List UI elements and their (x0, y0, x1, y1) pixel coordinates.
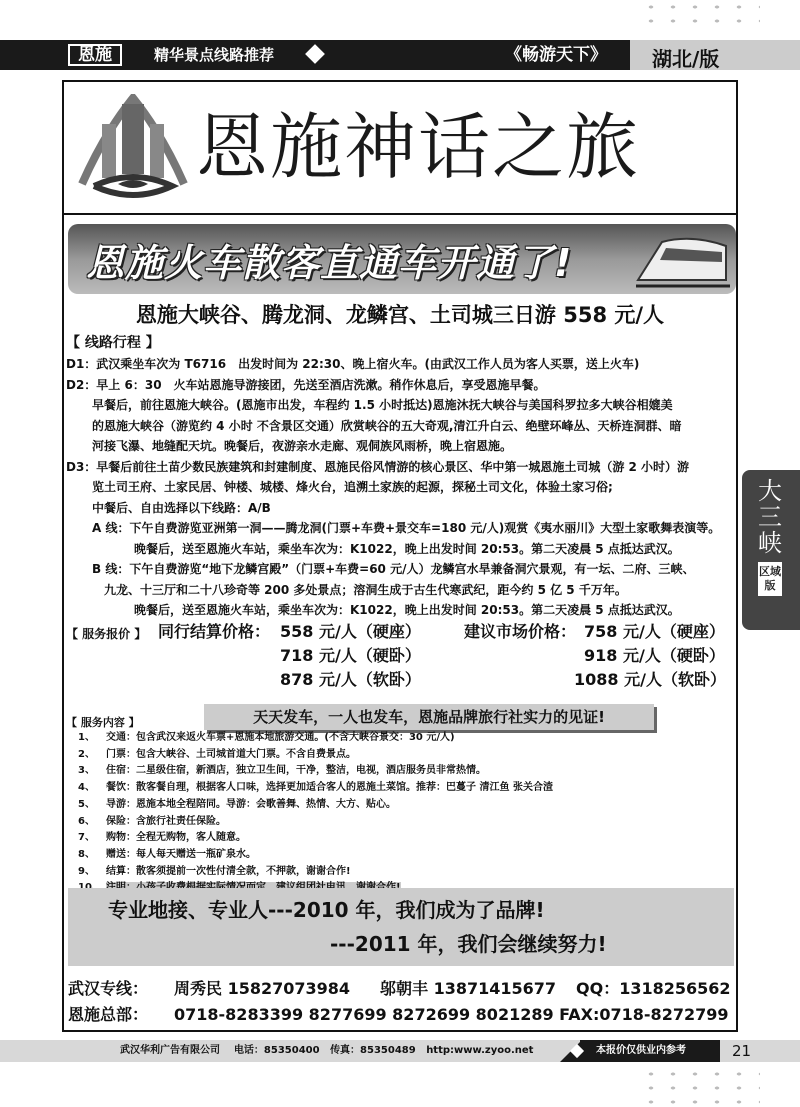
mountain-swirl-logo-icon (74, 94, 192, 202)
services-list (78, 730, 734, 897)
wuhan-label: 武汉专线： (68, 979, 149, 998)
section-title: 精华景点线路推荐 (154, 46, 275, 64)
itinerary-line: D2：早上 6：30 火车站恩施导游接团，先送至酒店洗漱。稍作休息后，享受恩施早餐。 (66, 377, 546, 392)
brand-line-1: 专业地接、专业人---2010 年，我们成为了品牌! (108, 898, 545, 922)
peer-price: 558 元/人（硬座） (280, 622, 421, 641)
itinerary-line: 晚餐后，送至恩施火车站，乘坐车次为：K1022，晚上出发时间 20:53。第二天凌晨 5 点抵达武汉。 (134, 541, 680, 556)
wuhan-contact-row (68, 976, 734, 1002)
enshi-label: 恩施总部： (68, 1005, 149, 1024)
footer-info (120, 1042, 533, 1060)
service-item: 3、 住宿：二星级住宿，新酒店，独立卫生间，干净，整洁，电视，酒店服务员非常热情。 (78, 765, 486, 777)
itinerary-heading: 【 线路行程 】 (66, 335, 160, 351)
top-logo: 恩施 (68, 44, 122, 66)
itinerary-line: 的恩施大峡谷（游览约 4 小时 不含景区交通）欣赏峡谷的五大奇观,清江升白云、绝壁环峰丛、天桥连洞群、暗 (92, 418, 682, 433)
main-title: 恩施神话之旅 (196, 105, 641, 189)
service-item: 1、 交通：包含武汉来返火车票+恩施本地旅游交通。(不含大峡谷景交：30 元/人) (78, 732, 455, 743)
contacts-section (68, 976, 734, 1028)
decorative-dots-top (640, 0, 760, 30)
footer-website[interactable]: http:www.zyoo.net (426, 1045, 534, 1056)
service-item: 2、 门票：包含大峡谷、土司城首道大门票。不含自费景点。 (78, 748, 356, 760)
train-icon (632, 224, 732, 294)
pricing-section (64, 620, 736, 696)
itinerary-line: 河接飞瀑、地缝配天坑。晚餐后，夜游亲水走廊、观侗族风雨桥，晚上宿恩施。 (92, 439, 513, 453)
banner-text: 恩施火车散客直通车开通了! (86, 241, 573, 285)
decorative-dots-bottom (640, 1067, 760, 1107)
side-tab-subtitle: 区域版 (758, 562, 782, 596)
edition-label: 湖北/版 (652, 47, 720, 71)
itinerary-body (66, 354, 736, 621)
footer-phone: 电话：85350400 (233, 1045, 320, 1056)
qq-number: QQ：1318256562 (576, 979, 731, 998)
ad-header (64, 82, 736, 215)
market-price: 1088 元/人（软卧） (574, 670, 726, 689)
peer-price: 718 元/人（硬卧） (280, 646, 421, 665)
advertisement-frame (62, 80, 738, 1032)
footer-fax: 传真：85350489 (330, 1045, 416, 1056)
itinerary-line: 晚餐后，送至恩施火车站，乘坐车次为：K1022，晚上出发时间 20:53。第二天凌晨 5 点抵达武汉。 (134, 603, 680, 617)
enshi-contact-row (68, 1002, 734, 1028)
market-price-label: 建议市场价格： (464, 622, 577, 641)
itinerary-line: D3：早餐后前往土苗少数民族建筑和封建制度、恩施民俗风情游的核心景区、华中第一城恩施土司城（游 2 小时）游 (66, 459, 690, 474)
itinerary-line: A 线：下午自费游览亚洲第一洞——腾龙洞(门票+车费+景交车=180 元/人)观赏《夷水丽川》大型土家歌舞表演等。 (92, 521, 721, 535)
service-item: 4、 餐饮：散客餐自理，根据客人口味，选择更加适合客人的恩施土菜馆。推荐：巴蔓子 清江鱼 张关合渣 (78, 782, 553, 794)
brand-line-2: ---2011 年，我们会继续努力! (330, 932, 607, 956)
peer-price-label: 同行结算价格： (158, 622, 271, 641)
footer-note: 本报价仅供业内参考 (596, 1045, 686, 1056)
itinerary-line: D1：武汉乘坐车次为 T6716 出发时间为 22:30、晚上宿火车。(由武汉工作人员为客人买票，送上火车) (66, 357, 640, 371)
itinerary-line: 览土司王府、土家民居、钟楼、城楼、烽火台，追溯土家族的起源，探秘土司文化，体验土家习俗; (92, 480, 613, 494)
wuhan-contact-2: 邬朝丰 13871415677 (380, 979, 557, 998)
enshi-phones: 0718-8283399 8277699 8272699 8021289 FAX:0718-8272799 (174, 1005, 729, 1024)
market-price: 758 元/人（硬座） (584, 622, 725, 641)
brand-statement-box (68, 888, 734, 966)
side-tab-title: 大三峡 (758, 477, 782, 557)
footer-company: 武汉华利广告有限公司 (120, 1045, 220, 1056)
promo-banner (68, 224, 736, 294)
pricing-label: 【 服务报价 】 (66, 627, 147, 641)
service-item: 5、 导游：恩施本地全程陪同。导游：会歌善舞、热情、大方、贴心。 (78, 798, 396, 810)
itinerary-line: 中餐后、自由选择以下线路：A/B (92, 500, 271, 515)
itinerary-line: 九龙、十三厅和二十八珍奇等 200 多处景点；溶洞生成于古生代寒武纪，距今约 5 亿 5 千万年。 (104, 582, 627, 597)
region-side-tab (742, 470, 800, 630)
service-item: 8、 赠送：每人每天赠送一瓶矿泉水。 (78, 848, 256, 860)
page-number: 21 (732, 1042, 752, 1060)
tour-headline: 恩施大峡谷、腾龙洞、龙鳞宫、土司城三日游 558 元/人 (135, 303, 665, 327)
itinerary-line: 早餐后，前往恩施大峡谷。(恩施市出发，车程约 1.5 小时抵达)恩施沐抚大峡谷与美国科罗拉多大峡谷相媲美 (92, 398, 673, 412)
edition-tab (630, 40, 800, 70)
service-item: 7、 购物：全程无购物，客人随意。 (78, 832, 246, 844)
service-item: 9、 结算：散客须提前一次性付清全款，不押款，谢谢合作! (78, 865, 351, 877)
services-heading: 【 服务内容 】 (66, 716, 140, 729)
peer-price: 878 元/人（软卧） (280, 670, 421, 689)
itinerary-line: B 线：下午自费游览“地下龙鳞宫殿”（门票+车费=60 元/人）龙鳞宫水旱兼备洞穴景观，有一坛、二府、三峡、 (92, 562, 695, 576)
wuhan-contact-1: 周秀民 15827073984 (174, 979, 351, 998)
magazine-name: 《畅游天下》 (505, 45, 607, 65)
service-item: 6、 保险：含旅行社责任保险。 (78, 815, 226, 827)
slogan-box: 天天发车，一人也发车，恩施品牌旅行社实力的见证! (204, 704, 654, 730)
market-price: 918 元/人（硬卧） (584, 646, 725, 665)
